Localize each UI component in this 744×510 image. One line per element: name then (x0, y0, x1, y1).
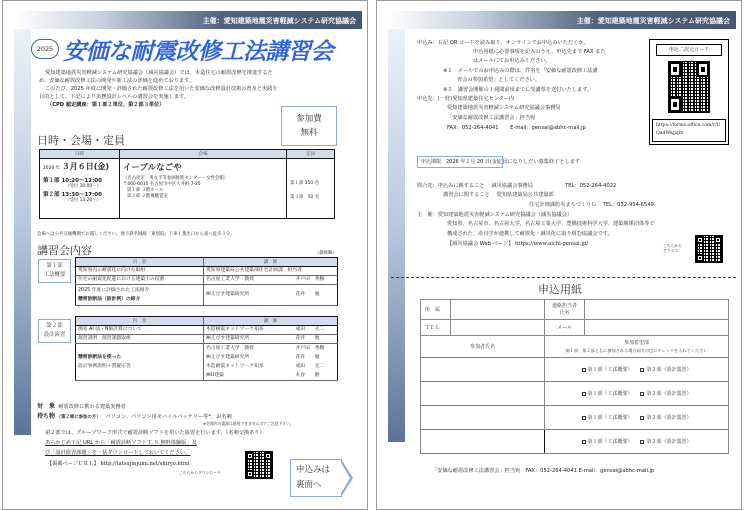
table-row (76, 276, 338, 285)
inquiry-org: 住宅計画課防災まちづくりＧ (529, 202, 597, 208)
bring-footnote: ※会場内の電源は使用できませんのでご注意下さい。 (203, 421, 294, 426)
title-row (31, 31, 333, 67)
intro-text (39, 69, 359, 109)
course-content-line: 精密診断法（設計例）の紹介 (78, 297, 141, 302)
part-2-table (75, 316, 338, 381)
schedule-table (39, 149, 335, 219)
form-row (421, 300, 729, 320)
application-qr-code[interactable] (668, 61, 710, 113)
participant-name-field[interactable] (421, 382, 545, 406)
target-row (37, 403, 126, 411)
part-1-table (75, 257, 338, 306)
qr-finder (696, 236, 704, 244)
part2-note: 第２部では、グループワーク形式で耐震診断ソフトを用いた演習を行います。（名刺交換あり） (45, 430, 265, 436)
intro-line: このたび、2025 年度に開発・評価された耐震改修工法を用いた安価な改修設計技術の普及と実践を (45, 86, 278, 92)
decorative-side-stripe (14, 12, 31, 435)
course-content (76, 344, 204, 381)
destination-row (417, 95, 514, 104)
inquiry-row (443, 191, 554, 200)
header-content: 内 容 (76, 317, 204, 326)
download-qr-code[interactable] (245, 451, 273, 479)
bring-condition: （第２部に参加の方） (56, 415, 101, 420)
destination-line: 「安価な耐震改修工法講習会」担当宛 (447, 115, 536, 121)
fee-label: 参加費 (296, 114, 322, 124)
lecturer-name-line: 花井 勉 (295, 355, 320, 360)
course-content-line: 2025 年度に評価された工法紹介 (78, 288, 150, 293)
host-label: 主 催： (417, 212, 438, 218)
cpd-note: （CPD 認定講座：第１部２単位、第２部３単位） (47, 102, 165, 108)
part-2-label (38, 319, 71, 343)
capacity-cell (287, 159, 335, 219)
lecturer-org (204, 344, 294, 381)
mail-field[interactable] (585, 320, 729, 336)
venue-cell (119, 159, 286, 219)
lecturer-name-line: 井戸田 秀樹 (295, 346, 325, 351)
header-datetime: 日時 (40, 150, 120, 159)
contact-row (447, 124, 586, 133)
label-line: 連絡担当者 (551, 302, 577, 309)
host-desc: 愛知県、名古屋市、名古屋大学、名古屋工業大学、豊橋技術科学大学、建築関係団体等で (447, 221, 655, 227)
table-row (76, 285, 338, 306)
lecturer-org-line: ㈱U建築 (206, 373, 224, 378)
lecturer-org-line: ㈱えびす建築研究所 (206, 355, 250, 360)
web-url-link[interactable]: https://www.aichi-gensai.jp/ (515, 241, 589, 247)
table-row (76, 335, 338, 344)
part-2-checkbox[interactable]: 第２部（設計演習） (640, 415, 691, 421)
qr-finder (697, 62, 709, 77)
session-checkboxes (545, 382, 729, 406)
lecturer-org-line: 木造耐震ネットワーク知多 (206, 364, 264, 369)
apply-line: 申込み：右記 QR コードを読み取り、オンラインでお申込みいただくか、 (417, 40, 589, 46)
apply-on-back-callout (290, 459, 342, 497)
header-lecturer: 講 師 (204, 317, 338, 326)
contact-person-field[interactable] (585, 300, 729, 320)
header-content: 内 容 (76, 258, 204, 267)
flyer-front-page (2, 0, 368, 510)
table-row (76, 344, 338, 381)
capacity-1: 第１部 150 名 (290, 181, 319, 186)
apply-line: はメールにてお申込みください。 (473, 58, 551, 64)
page-title: 安価な耐震改修工法講習会 (63, 37, 333, 65)
lecturer-name: 井戸田 秀樹 (294, 276, 338, 285)
inquiry-org: 減災協議会事務局 (491, 183, 533, 189)
intro-line: め、安価な耐震改修工法の開発や新工法の評価を進めております。 (39, 78, 195, 84)
download-note-line2[interactable]: び「設計演習課題」を一括ダウンロードしておいてください。 (45, 450, 191, 456)
part-2-title: 設計演習 (43, 332, 66, 338)
caption-line: アクセス (663, 248, 679, 253)
inquiry-tel: TEL：052-264-4022 (565, 183, 617, 189)
qr-finder (669, 97, 681, 112)
apply-line: 申込用紙に必要事項を記入のうえ、申込先まで FAX また (473, 49, 606, 55)
participant-name-field[interactable] (421, 406, 545, 430)
qr-finder (264, 452, 272, 460)
host-desc: 構成された、産官学が連携して耐震化・減災化に取り組む協議会です。 (447, 231, 613, 237)
lecturer-name-line: 丸谷 勲 (295, 373, 320, 378)
decorative-side-stripe (388, 12, 405, 442)
intro-line: 目的として、下記により実務設計レベルの講習会を実施します。 (39, 94, 189, 100)
course-content-line: 設計事例説明＋質疑応答 (78, 364, 131, 369)
lecturer-name: 成田 克二 (294, 326, 338, 335)
affiliation-field[interactable] (451, 300, 545, 320)
session-2-label: 第２部 (43, 192, 60, 198)
schedule-section-title: 日時・会場・定員 (37, 134, 125, 147)
arrow-right-icon (341, 459, 353, 497)
application-form-table (420, 299, 729, 454)
cut-line-divider (391, 277, 736, 278)
table-row (76, 267, 338, 276)
datetime-cell (40, 159, 120, 219)
session-2-reception: （受付 13:20〜） (65, 198, 102, 203)
form-header-row (421, 336, 729, 358)
inquiry-topic: 講習会に関すること (443, 192, 490, 198)
header-line: 第１部、第２部ともに参加される場合両方の□にチェックを入れてください (565, 347, 708, 353)
qr-finder (246, 452, 254, 460)
lecturer-org: ㈱えびす建築研究所 (204, 285, 294, 306)
course-content (76, 285, 204, 306)
deadline-note: 定員になりしだい募集終了とします (497, 159, 581, 165)
apply-note-1: ※１ メールでのお申込みの際は、件名を「安価な耐震改修工法講 (443, 68, 598, 74)
destination-label: 申込先： (417, 96, 438, 102)
fee-value: 無料 (300, 128, 318, 138)
download-note-line1[interactable]: あらかじめ下記 URL から「耐震診断ソフトＴ.Ｓ.無料体験版」及 (45, 440, 197, 446)
participant-row (421, 382, 729, 406)
fax-number: FAX：052-264-4041 (447, 125, 499, 131)
target-label: 対 象 (37, 403, 56, 410)
venue-name: イーブルなごや (122, 163, 182, 173)
course-content: 演習説明 演習課題取組 (76, 335, 204, 344)
header-line: 参加希望部 (623, 339, 649, 346)
part-2-checkbox[interactable]: 第２部（設計演習） (640, 367, 691, 373)
contact-person-label (545, 300, 585, 320)
session-1-label: 第１部 (43, 178, 60, 184)
venue-address: 〒460-0015 名古屋市中区大井町 7-25 (122, 182, 201, 187)
organizer-banner: 主催：愛知建築地震災害軽減システム研究協議会 (388, 11, 736, 29)
qr-finder (714, 236, 722, 244)
target-value: 耐震改修に携わる建築実務者 (58, 404, 126, 410)
part-1-checkbox[interactable]: 第１部（工法概要） (582, 439, 633, 445)
course-content: 簡易 Ai 法・N値計算について (76, 326, 204, 335)
form-row (421, 320, 729, 336)
course-content: 住宅の耐震化促進における建築士の役割 (76, 276, 204, 285)
deadline-box: 申込期限 2026 年２月 20 日(金) (417, 156, 503, 168)
destination-line: 愛知建築地震災害軽減システム研究協議会事務局 (447, 105, 561, 111)
lecturer-org: 愛知県建築局公共建築部住宅計画課 担当者 (204, 267, 338, 276)
inquiry-topic: 申込みに関すること (437, 183, 485, 189)
session-checkboxes (545, 430, 729, 454)
bring-label: 持ち物 (37, 413, 56, 420)
year-badge: 2025 (31, 39, 59, 59)
course-content-line: 精密診断法を使った (78, 355, 122, 360)
lecturer-org: 名古屋工業大学 教授 (204, 276, 294, 285)
bring-row (37, 413, 232, 421)
callout-line: 裏面へ (296, 480, 322, 490)
label-line: 氏名 (559, 309, 570, 316)
header-lecturer: 講 師 (204, 258, 338, 267)
session-checkboxes (545, 358, 729, 382)
organizer-banner: 主催：愛知建築地震災害軽減システム研究協議会 (14, 11, 362, 29)
session-2-time: 13:30〜17:00 (61, 192, 102, 198)
email-address[interactable]: E-mail：gensai@abhc-mail.jp (510, 125, 586, 131)
host-name: 愛知建築地震災害軽減システム研究協議会（減災協議会） (437, 212, 573, 218)
venue-room-2: 第２部 ２階視聴覚室 (126, 194, 168, 199)
inquiry-row (417, 182, 616, 191)
part-1-number: 第１部 (46, 263, 63, 269)
participant-name-field[interactable] (421, 358, 545, 382)
part-1-checkbox[interactable]: 第１部（工法概要） (582, 415, 633, 421)
session-checkboxes (545, 406, 729, 430)
part-1-checkbox[interactable]: 第１部（工法概要） (582, 391, 633, 397)
form-title: 申込用紙 (538, 283, 582, 296)
participant-row (421, 358, 729, 382)
header-venue: 会場 (119, 150, 286, 159)
capacity-2: 第２部 50 名 (290, 195, 320, 200)
lecturer-name: 花井 勉 (294, 285, 338, 306)
qr-caption: こちらからダウンロード (179, 470, 221, 475)
lecturer-name: 花井 勉 (294, 335, 338, 344)
session-1-time: 10:20〜12:00 (61, 178, 102, 184)
qr-panel-label: 申込二次元コード (656, 44, 722, 56)
apply-note-2: ※２ 講習会開催の１週間前頃までに受講票を送付いたします。 (443, 87, 593, 93)
honorific-note: （敬称略） (315, 251, 337, 256)
inquiry-label: 問合先： (417, 183, 438, 189)
course-content: 愛知県内の耐震化に向けた取組 (76, 267, 204, 276)
flyer-back-page (376, 0, 742, 510)
participant-name-field[interactable] (421, 430, 545, 454)
callout-line: 申込みは (296, 465, 331, 475)
qr-finder (246, 470, 254, 478)
participant-name-header: 参加者氏名 (421, 336, 545, 358)
date-main: ３月６日(金) (61, 162, 110, 171)
venue-line: （名古屋市 男女平等参画推進センター・女性会館） (122, 176, 229, 181)
url-label: 【掲載ページＵＲＬ】 (47, 461, 99, 467)
session-1-reception: （受付 10:00〜） (65, 184, 102, 189)
date-year: 2026 年 (43, 166, 60, 171)
lecturer-org-line: 名古屋工業大学 教授 (206, 346, 254, 351)
web-row (447, 240, 588, 249)
caption-line: こちらから (663, 243, 682, 248)
participant-row (421, 406, 729, 430)
lecturer-name (294, 344, 338, 381)
application-qr-panel (649, 39, 729, 145)
web-label: 【減災協議会 Web ページ】 (447, 241, 514, 247)
bring-value: パソコン、パソコン用モバイルバッテリー等*、お名刺 (105, 414, 232, 420)
mail-label: メール (545, 320, 585, 336)
venue-room-1: 第１部 ３階ホール (126, 188, 164, 193)
session-choice-header (545, 336, 729, 358)
inquiry-row (529, 201, 654, 210)
part-1-checkbox[interactable]: 第１部（工法概要） (582, 367, 633, 373)
part-2-number: 第２部 (46, 323, 63, 329)
tel-label: ＴＥＬ (421, 320, 451, 336)
form-footer: 「安価な耐震改修工法講習会」担当宛 FAX：052-264-4041 E-mail：gensai@abhc-mail.jp (432, 468, 655, 474)
lecturer-org: 木造耐震ネットワーク知多 (204, 326, 294, 335)
website-qr-code[interactable] (695, 235, 723, 263)
web-qr-caption (663, 243, 682, 253)
fee-box (281, 106, 337, 146)
tel-field[interactable] (451, 320, 545, 336)
part-1-label (38, 259, 71, 283)
destination-line: (一財)愛知県建築住宅センター内 (437, 96, 515, 102)
lecturer-org: ㈱えびす建築研究所 (204, 335, 294, 344)
download-url-row (47, 460, 189, 468)
table-row (76, 326, 338, 335)
inquiry-tel: TEL：052-954-6549 (602, 202, 654, 208)
part-1-title: 工法概要 (43, 272, 66, 278)
host-row (417, 211, 572, 220)
participant-row (421, 430, 729, 454)
lecturer-name-line: 成田 克二 (295, 364, 325, 369)
download-url-link[interactable]: http://tatsujinjuku.net/shiryo.html (100, 461, 190, 467)
course-section-title: 講習会内容 (37, 244, 92, 257)
access-note: 会場へは公共交通機関でお越しください。地下鉄名城線「東別院」下車１番出口から東へ徒歩３分。 (37, 232, 235, 237)
intro-line: 愛知建築地震災害軽減システム研究協議会（減災協議会）では、木造住宅の耐震改修を推進するた (45, 70, 273, 76)
application-form-url[interactable]: https://forms.office.com/r/UQadWkjjqm (652, 119, 726, 142)
inquiry-org: 愛知県建築局公共建築部 (496, 192, 554, 198)
part-2-checkbox[interactable]: 第２部（設計演習） (640, 391, 691, 397)
affiliation-label: 所 属 (421, 300, 451, 320)
qr-finder (696, 254, 704, 262)
header-capacity: 定員 (287, 150, 335, 159)
apply-note-1-cont: 習会の参加希望」としてください。 (457, 77, 541, 83)
part-2-checkbox[interactable]: 第２部（設計演習） (640, 439, 691, 445)
qr-finder (669, 62, 681, 77)
